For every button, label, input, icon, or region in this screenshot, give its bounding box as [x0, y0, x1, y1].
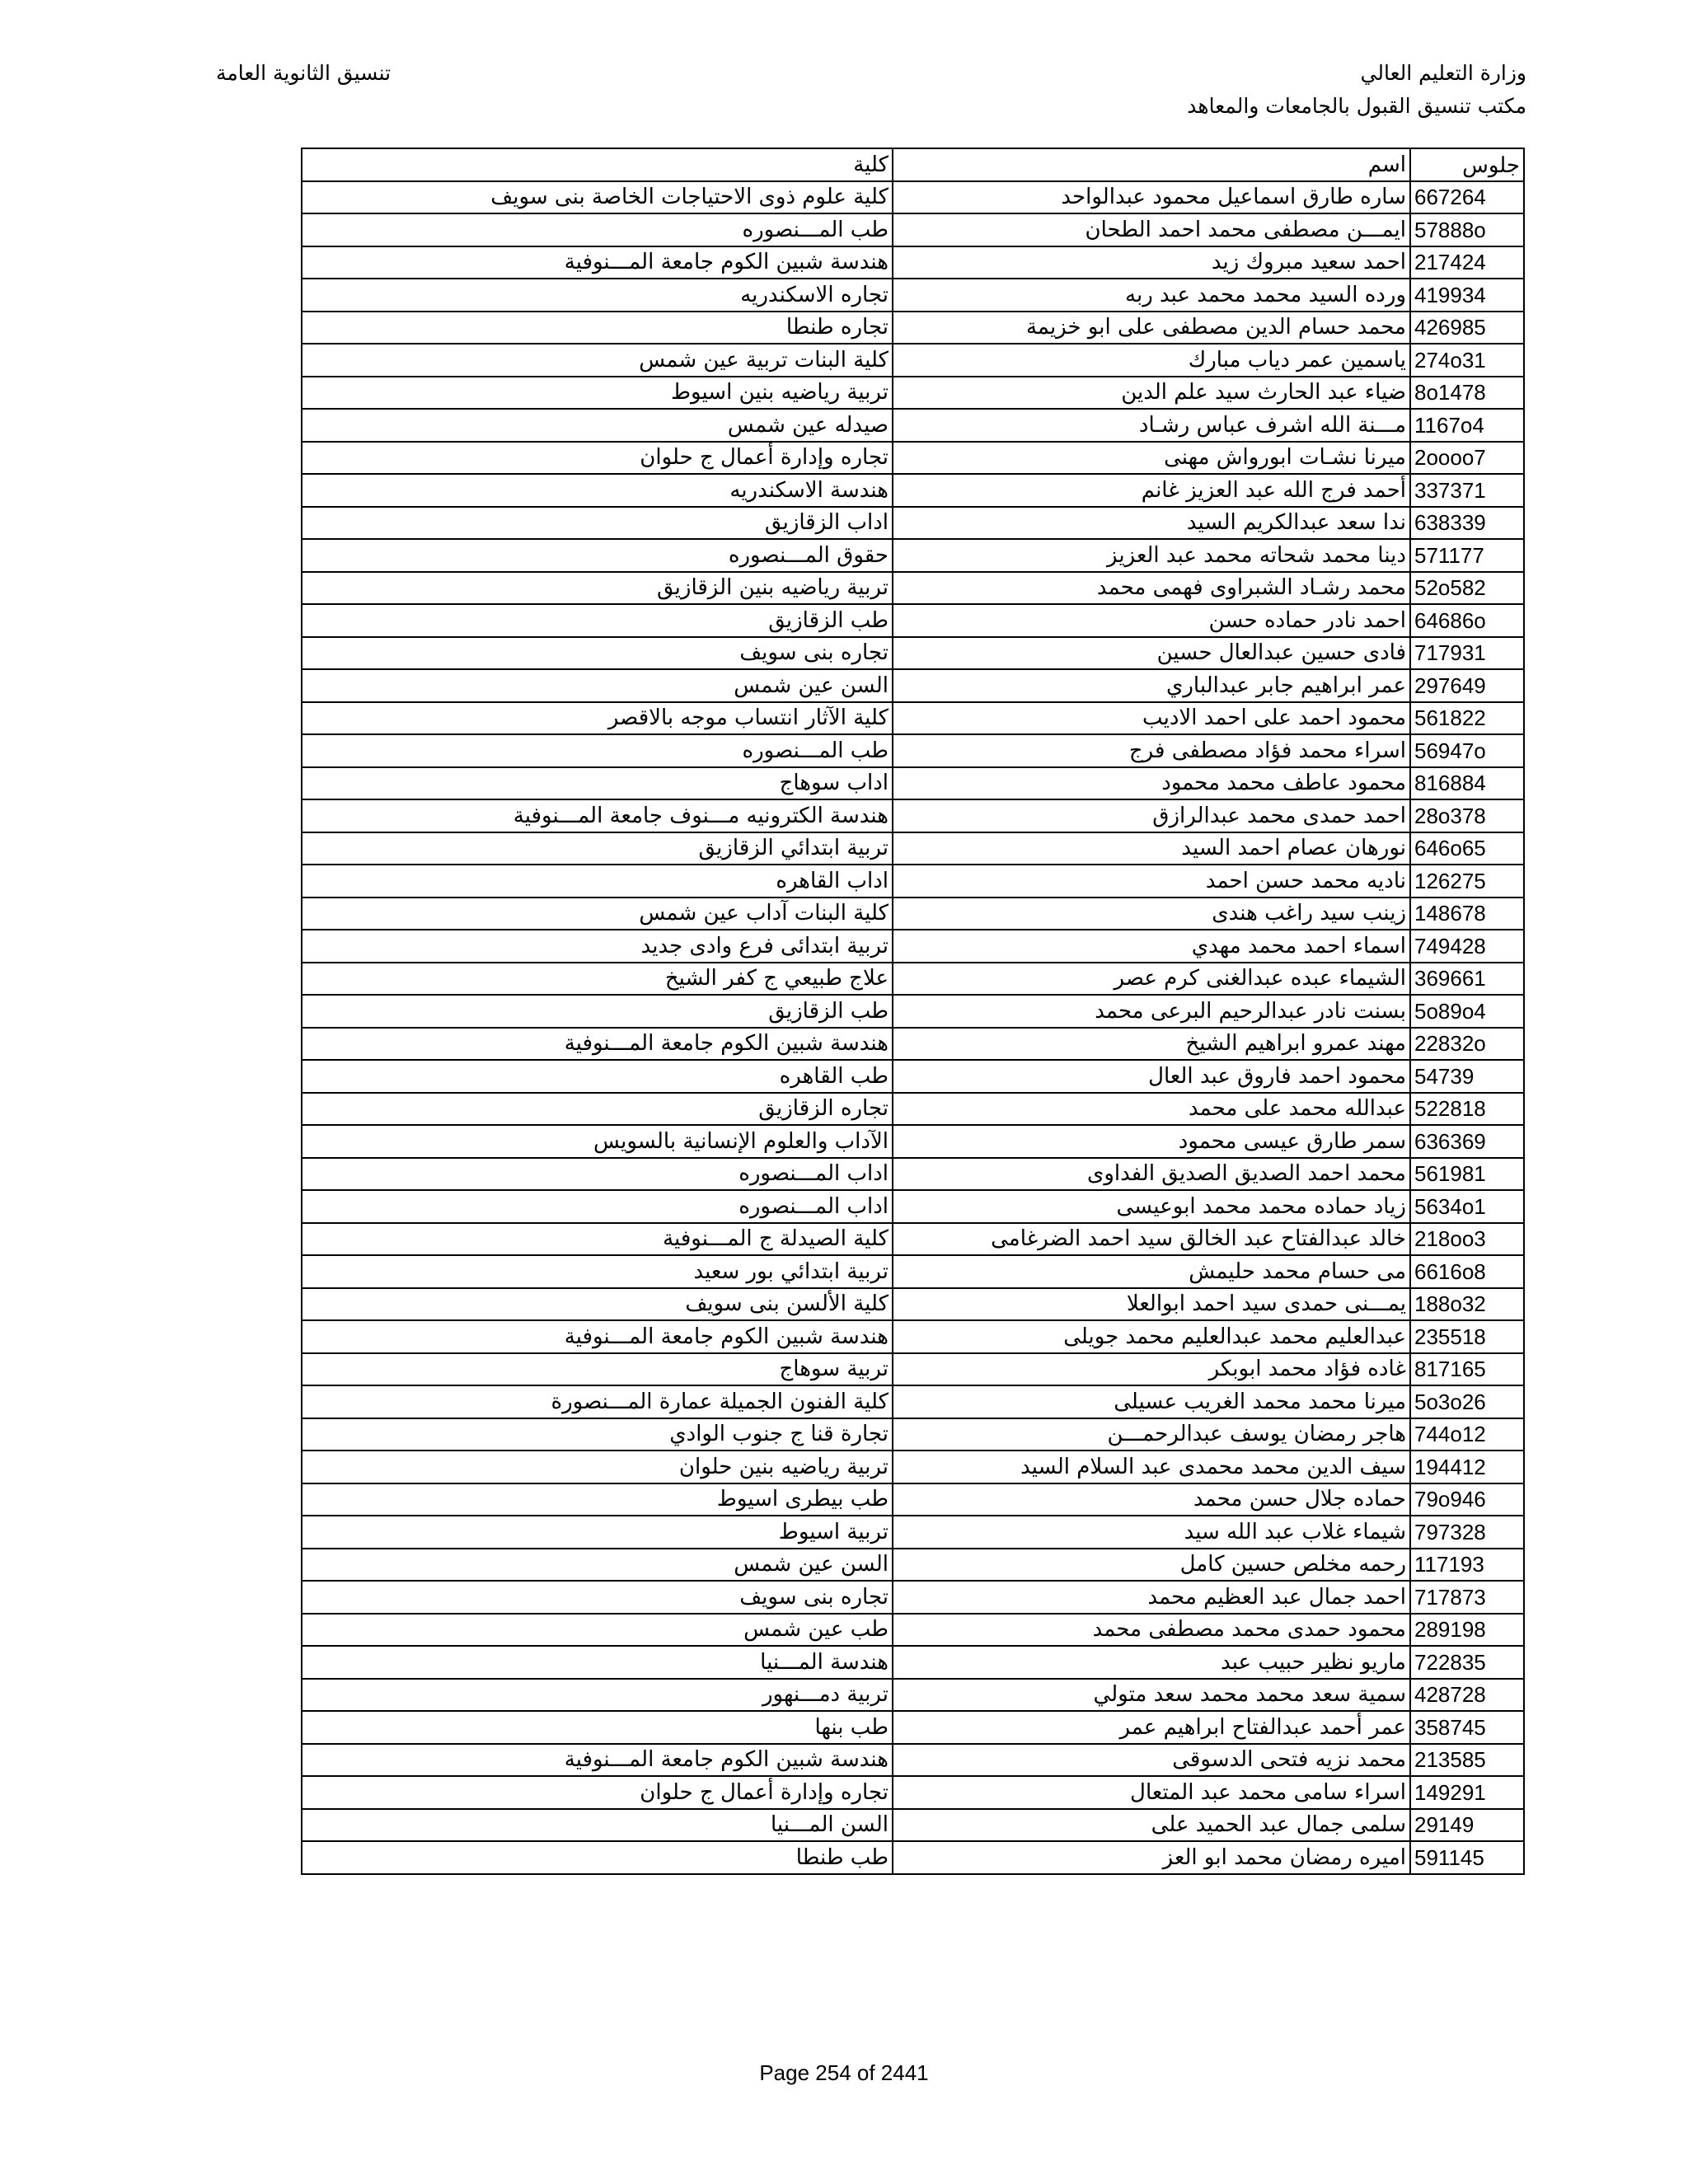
table-row [302, 1223, 1524, 1256]
seat-number-cell: 816884 [1410, 767, 1524, 800]
table-row [302, 1744, 1524, 1777]
table-row [302, 474, 1524, 507]
table-row [302, 1353, 1524, 1386]
student-name-cell: رحمه مخلص حسين كامل [893, 1549, 1410, 1582]
college-cell: تجاره طنطا [302, 312, 893, 344]
student-name-cell: عبدالعليم محمد عبدالعليم محمد جويلى [893, 1320, 1410, 1353]
table-row [302, 572, 1524, 605]
student-name-cell: احمد سعيد مبروك زيد [893, 246, 1410, 279]
table-row [302, 1288, 1524, 1321]
college-cell: تجاره بنى سويف [302, 637, 893, 670]
college-cell: طب الزقازيق [302, 604, 893, 637]
college-cell: تربية ابتدائي الزقازيق [302, 832, 893, 865]
college-cell: كلية البنات آداب عين شمس [302, 898, 893, 930]
table-row [302, 1679, 1524, 1712]
student-name-cell: ضياء عبد الحارث سيد علم الدين [893, 377, 1410, 410]
table-row [302, 799, 1524, 832]
college-cell: تجارة قنا ج جنوب الوادي [302, 1418, 893, 1451]
table-row [302, 539, 1524, 572]
ministry-header: وزارة التعليم العالي [1360, 61, 1526, 85]
table-row [302, 637, 1524, 670]
table-row [302, 1190, 1524, 1223]
table-row [302, 181, 1524, 214]
seat-number-cell: 213585 [1410, 1744, 1524, 1777]
student-name-cell: مهند عمرو ابراهيم الشيخ [893, 1028, 1410, 1061]
seat-number-cell: 56947o [1410, 734, 1524, 767]
seat-number-cell: 817165 [1410, 1353, 1524, 1386]
seat-number-cell: 337371 [1410, 474, 1524, 507]
table-row [302, 377, 1524, 410]
college-cell: كلية الآثار انتساب موجه بالاقصر [302, 702, 893, 735]
table-row [302, 1646, 1524, 1679]
table-row [302, 963, 1524, 996]
student-name-cell: زينب سيد راغب هندى [893, 898, 1410, 930]
student-name-cell: غاده فؤاد محمد ابوبكر [893, 1353, 1410, 1386]
seat-number-cell: 274o31 [1410, 344, 1524, 377]
college-cell: هندسة شبين الكوم جامعة المـــنوفية [302, 1028, 893, 1061]
table-row [302, 995, 1524, 1028]
student-name-cell: محمد احمد الصديق الصديق الفداوى [893, 1158, 1410, 1191]
student-name-cell: احمد نادر حماده حسن [893, 604, 1410, 637]
table-row [302, 1060, 1524, 1093]
seat-number-cell: 1167o4 [1410, 409, 1524, 442]
student-name-cell: محمود احمد فاروق عبد العال [893, 1060, 1410, 1093]
seat-number-cell: 126275 [1410, 865, 1524, 898]
student-name-cell: اسراء سامى محمد عبد المتعال [893, 1776, 1410, 1809]
college-cell: السن عين شمس [302, 669, 893, 702]
college-cell: اداب المـــنصوره [302, 1190, 893, 1223]
table-row [302, 1255, 1524, 1288]
seat-number-cell: 2oooo7 [1410, 442, 1524, 475]
student-name-cell: ايمـــن مصطفى محمد احمد الطحان [893, 213, 1410, 246]
seat-number-cell: 79o946 [1410, 1483, 1524, 1516]
seat-number-cell: 194412 [1410, 1451, 1524, 1483]
college-cell: علاج طبيعي ج كفر الشيخ [302, 963, 893, 996]
student-name-cell: يمـــنى حمدى سيد احمد ابوالعلا [893, 1288, 1410, 1321]
student-name-cell: مى حسام محمد حليمش [893, 1255, 1410, 1288]
seat-number-cell: 28o378 [1410, 799, 1524, 832]
student-name-cell: احمد جمال عبد العظيم محمد [893, 1581, 1410, 1614]
column-header-seat: جلوس [1410, 148, 1524, 181]
table-row [302, 1614, 1524, 1647]
seat-number-cell: 667264 [1410, 181, 1524, 214]
seat-number-cell: 717873 [1410, 1581, 1524, 1614]
table-row [302, 1776, 1524, 1809]
seat-number-cell: 638339 [1410, 507, 1524, 540]
student-name-cell: فادى حسين عبدالعال حسين [893, 637, 1410, 670]
seat-number-cell: 5o3o26 [1410, 1385, 1524, 1418]
seat-number-cell: 52o582 [1410, 572, 1524, 605]
table-row [302, 930, 1524, 963]
college-cell: صيدله عين شمس [302, 409, 893, 442]
seat-number-cell: 117193 [1410, 1549, 1524, 1582]
college-cell: هندسة المـــنيا [302, 1646, 893, 1679]
college-cell: تربية اسيوط [302, 1516, 893, 1549]
table-row [302, 409, 1524, 442]
seat-number-cell: 636369 [1410, 1125, 1524, 1158]
seat-number-cell: 5o89o4 [1410, 995, 1524, 1028]
seat-number-cell: 6616o8 [1410, 1255, 1524, 1288]
seat-number-cell: 29149 [1410, 1809, 1524, 1842]
student-name-cell: ناديه محمد حسن احمد [893, 865, 1410, 898]
table-row [302, 1418, 1524, 1451]
seat-number-cell: 218oo3 [1410, 1223, 1524, 1256]
college-cell: السن المـــنيا [302, 1809, 893, 1842]
seat-number-cell: 419934 [1410, 279, 1524, 312]
seat-number-cell: 22832o [1410, 1028, 1524, 1061]
student-name-cell: عبدالله محمد على محمد [893, 1093, 1410, 1126]
college-cell: طب القاهره [302, 1060, 893, 1093]
college-cell: كلية علوم ذوى الاحتياجات الخاصة بنى سويف [302, 181, 893, 214]
seat-number-cell: 744o12 [1410, 1418, 1524, 1451]
seat-number-cell: 217424 [1410, 246, 1524, 279]
student-name-cell: محمد رشـاد الشبراوى فهمى محمد [893, 572, 1410, 605]
college-cell: تربية ابتدائي بور سعيد [302, 1255, 893, 1288]
college-cell: تجاره بنى سويف [302, 1581, 893, 1614]
college-cell: حقوق المـــنصوره [302, 539, 893, 572]
college-cell: هندسة شبين الكوم جامعة المـــنوفية [302, 246, 893, 279]
student-name-cell: محمد حسام الدين مصطفى على ابو خزيمة [893, 312, 1410, 344]
college-cell: كلية البنات تربية عين شمس [302, 344, 893, 377]
student-name-cell: احمد حمدى محمد عبدالرازق [893, 799, 1410, 832]
seat-number-cell: 717931 [1410, 637, 1524, 670]
student-name-cell: محمود احمد على احمد الاديب [893, 702, 1410, 735]
student-name-cell: شيماء غلاب عبد الله سيد [893, 1516, 1410, 1549]
seat-number-cell: 561981 [1410, 1158, 1524, 1191]
seat-number-cell: 64686o [1410, 604, 1524, 637]
table-row [302, 213, 1524, 246]
table-row [302, 865, 1524, 898]
coordination-header: تنسيق الثانوية العامة [216, 61, 392, 85]
seat-number-cell: 188o32 [1410, 1288, 1524, 1321]
student-name-cell: نورهان عصام احمد السيد [893, 832, 1410, 865]
college-cell: طب المـــنصوره [302, 213, 893, 246]
table-row [302, 1451, 1524, 1483]
college-cell: تربية دمـــنهور [302, 1679, 893, 1712]
seat-number-cell: 749428 [1410, 930, 1524, 963]
seat-number-cell: 149291 [1410, 1776, 1524, 1809]
column-header-college: كلية [302, 148, 893, 181]
student-name-cell: دينا محمد شحاته محمد عبد العزيز [893, 539, 1410, 572]
college-cell: تجاره الاسكندريه [302, 279, 893, 312]
student-name-cell: محمد نزيه فتحى الدسوقى [893, 1744, 1410, 1777]
table-row [302, 1125, 1524, 1158]
student-name-cell: محمود حمدى محمد مصطفى محمد [893, 1614, 1410, 1647]
college-cell: تجاره الزقازيق [302, 1093, 893, 1126]
seat-number-cell: 5634o1 [1410, 1190, 1524, 1223]
seat-number-cell: 148678 [1410, 898, 1524, 930]
table-row [302, 1158, 1524, 1191]
table-row [302, 507, 1524, 540]
college-cell: تربية سوهاج [302, 1353, 893, 1386]
table-row [302, 442, 1524, 475]
seat-number-cell: 369661 [1410, 963, 1524, 996]
college-cell: هندسة شبين الكوم جامعة المـــنوفية [302, 1744, 893, 1777]
college-cell: طب عين شمس [302, 1614, 893, 1647]
student-name-cell: خالد عبدالفتاح عبد الخالق سيد احمد الضرغامى [893, 1223, 1410, 1256]
college-cell: طب المـــنصوره [302, 734, 893, 767]
table-row [302, 1320, 1524, 1353]
table-row [302, 734, 1524, 767]
table-row [302, 1093, 1524, 1126]
seat-number-cell: 57888o [1410, 213, 1524, 246]
college-cell: تربية ابتدائى فرع وادى جديد [302, 930, 893, 963]
seat-number-cell: 358745 [1410, 1711, 1524, 1744]
table-row [302, 279, 1524, 312]
table-row [302, 1549, 1524, 1582]
seat-number-cell: 54739 [1410, 1060, 1524, 1093]
student-name-cell: سيف الدين محمد محمدى عبد السلام السيد [893, 1451, 1410, 1483]
student-name-cell: مـــنة الله اشرف عباس رشـاد [893, 409, 1410, 442]
student-name-cell: أحمد فرج الله عبد العزيز غانم [893, 474, 1410, 507]
college-cell: تربية رياضيه بنين اسيوط [302, 377, 893, 410]
college-cell: تربية رياضيه بنين حلوان [302, 1451, 893, 1483]
student-name-cell: ماريو نظير حبيب عبد [893, 1646, 1410, 1679]
student-name-cell: ياسمين عمر دياب مبارك [893, 344, 1410, 377]
college-cell: كلية الألسن بنى سويف [302, 1288, 893, 1321]
college-cell: طب بيطرى اسيوط [302, 1483, 893, 1516]
student-name-cell: اميره رمضان محمد ابو العز [893, 1841, 1410, 1874]
student-name-cell: سمية سعد محمد محمد سعد متولي [893, 1679, 1410, 1712]
student-name-cell: اسراء محمد فؤاد مصطفى فرج [893, 734, 1410, 767]
table-row [302, 832, 1524, 865]
college-cell: كلية الفنون الجميلة عمارة المـــنصورة [302, 1385, 893, 1418]
seat-number-cell: 797328 [1410, 1516, 1524, 1549]
table-row [302, 1711, 1524, 1744]
table-row [302, 246, 1524, 279]
student-name-cell: سمر طارق عيسى محمود [893, 1125, 1410, 1158]
student-name-cell: ندا سعد عبدالكريم السيد [893, 507, 1410, 540]
college-cell: اداب سوهاج [302, 767, 893, 800]
student-name-cell: عمر ابراهيم جابر عبدالباري [893, 669, 1410, 702]
student-name-cell: هاجر رمضان يوسف عبدالرحمـــن [893, 1418, 1410, 1451]
college-cell: هندسة الكترونيه مـــنوف جامعة المـــنوفية [302, 799, 893, 832]
seat-number-cell: 722835 [1410, 1646, 1524, 1679]
college-cell: الآداب والعلوم الإنسانية بالسويس [302, 1125, 893, 1158]
table-row [302, 1483, 1524, 1516]
table-header-row [302, 148, 1524, 181]
college-cell: اداب المـــنصوره [302, 1158, 893, 1191]
college-cell: السن عين شمس [302, 1549, 893, 1582]
seat-number-cell: 289198 [1410, 1614, 1524, 1647]
college-cell: هندسة شبين الكوم جامعة المـــنوفية [302, 1320, 893, 1353]
college-cell: طب بنها [302, 1711, 893, 1744]
college-cell: اداب القاهره [302, 865, 893, 898]
seat-number-cell: 297649 [1410, 669, 1524, 702]
college-cell: هندسة الاسكندريه [302, 474, 893, 507]
college-cell: تجاره وإدارة أعمال ج حلوان [302, 1776, 893, 1809]
student-name-cell: زياد حماده محمد محمد ابوعيسى [893, 1190, 1410, 1223]
seat-number-cell: 522818 [1410, 1093, 1524, 1126]
column-header-name: اسم [893, 148, 1410, 181]
table-row [302, 312, 1524, 344]
student-name-cell: ميرنا نشـات ابورواش مهنى [893, 442, 1410, 475]
office-header: مكتب تنسيق القبول بالجامعات والمعاهد [1187, 94, 1526, 118]
student-name-cell: ورده السيد محمد محمد عبد ربه [893, 279, 1410, 312]
seat-number-cell: 571177 [1410, 539, 1524, 572]
table-row [302, 1841, 1524, 1874]
seat-number-cell: 8o1478 [1410, 377, 1524, 410]
seat-number-cell: 428728 [1410, 1679, 1524, 1712]
table-row [302, 702, 1524, 735]
college-cell: طب الزقازيق [302, 995, 893, 1028]
student-name-cell: ميرنا محمد محمد الغريب عسيلى [893, 1385, 1410, 1418]
student-name-cell: ساره طارق اسماعيل محمود عبدالواحد [893, 181, 1410, 214]
college-cell: طب طنطا [302, 1841, 893, 1874]
seat-number-cell: 646o65 [1410, 832, 1524, 865]
table-row [302, 1809, 1524, 1842]
student-name-cell: سلمى جمال عبد الحميد على [893, 1809, 1410, 1842]
seat-number-cell: 235518 [1410, 1320, 1524, 1353]
table-row [302, 767, 1524, 800]
college-cell: تجاره وإدارة أعمال ج حلوان [302, 442, 893, 475]
table-row [302, 898, 1524, 930]
table-row [302, 344, 1524, 377]
seat-number-cell: 561822 [1410, 702, 1524, 735]
seat-number-cell: 426985 [1410, 312, 1524, 344]
table-row [302, 604, 1524, 637]
page-number: Page 254 of 2441 [759, 2060, 929, 2085]
student-name-cell: بسنت نادر عبدالرحيم البرعى محمد [893, 995, 1410, 1028]
table-row [302, 1581, 1524, 1614]
table-row [302, 1385, 1524, 1418]
student-name-cell: محمود عاطف محمد محمود [893, 767, 1410, 800]
student-name-cell: اسماء احمد محمد مهدي [893, 930, 1410, 963]
seat-number-cell: 591145 [1410, 1841, 1524, 1874]
college-cell: كلية الصيدلة ج المـــنوفية [302, 1223, 893, 1256]
college-cell: اداب الزقازيق [302, 507, 893, 540]
college-cell: تربية رياضيه بنين الزقازيق [302, 572, 893, 605]
student-name-cell: حماده جلال حسن محمد [893, 1483, 1410, 1516]
table-row [302, 669, 1524, 702]
student-name-cell: الشيماء عبده عبدالغنى كرم عصر [893, 963, 1410, 996]
admissions-table [301, 148, 1525, 1875]
table-row [302, 1516, 1524, 1549]
student-name-cell: عمر أحمد عبدالفتاح ابراهيم عمر [893, 1711, 1410, 1744]
table-row [302, 1028, 1524, 1061]
